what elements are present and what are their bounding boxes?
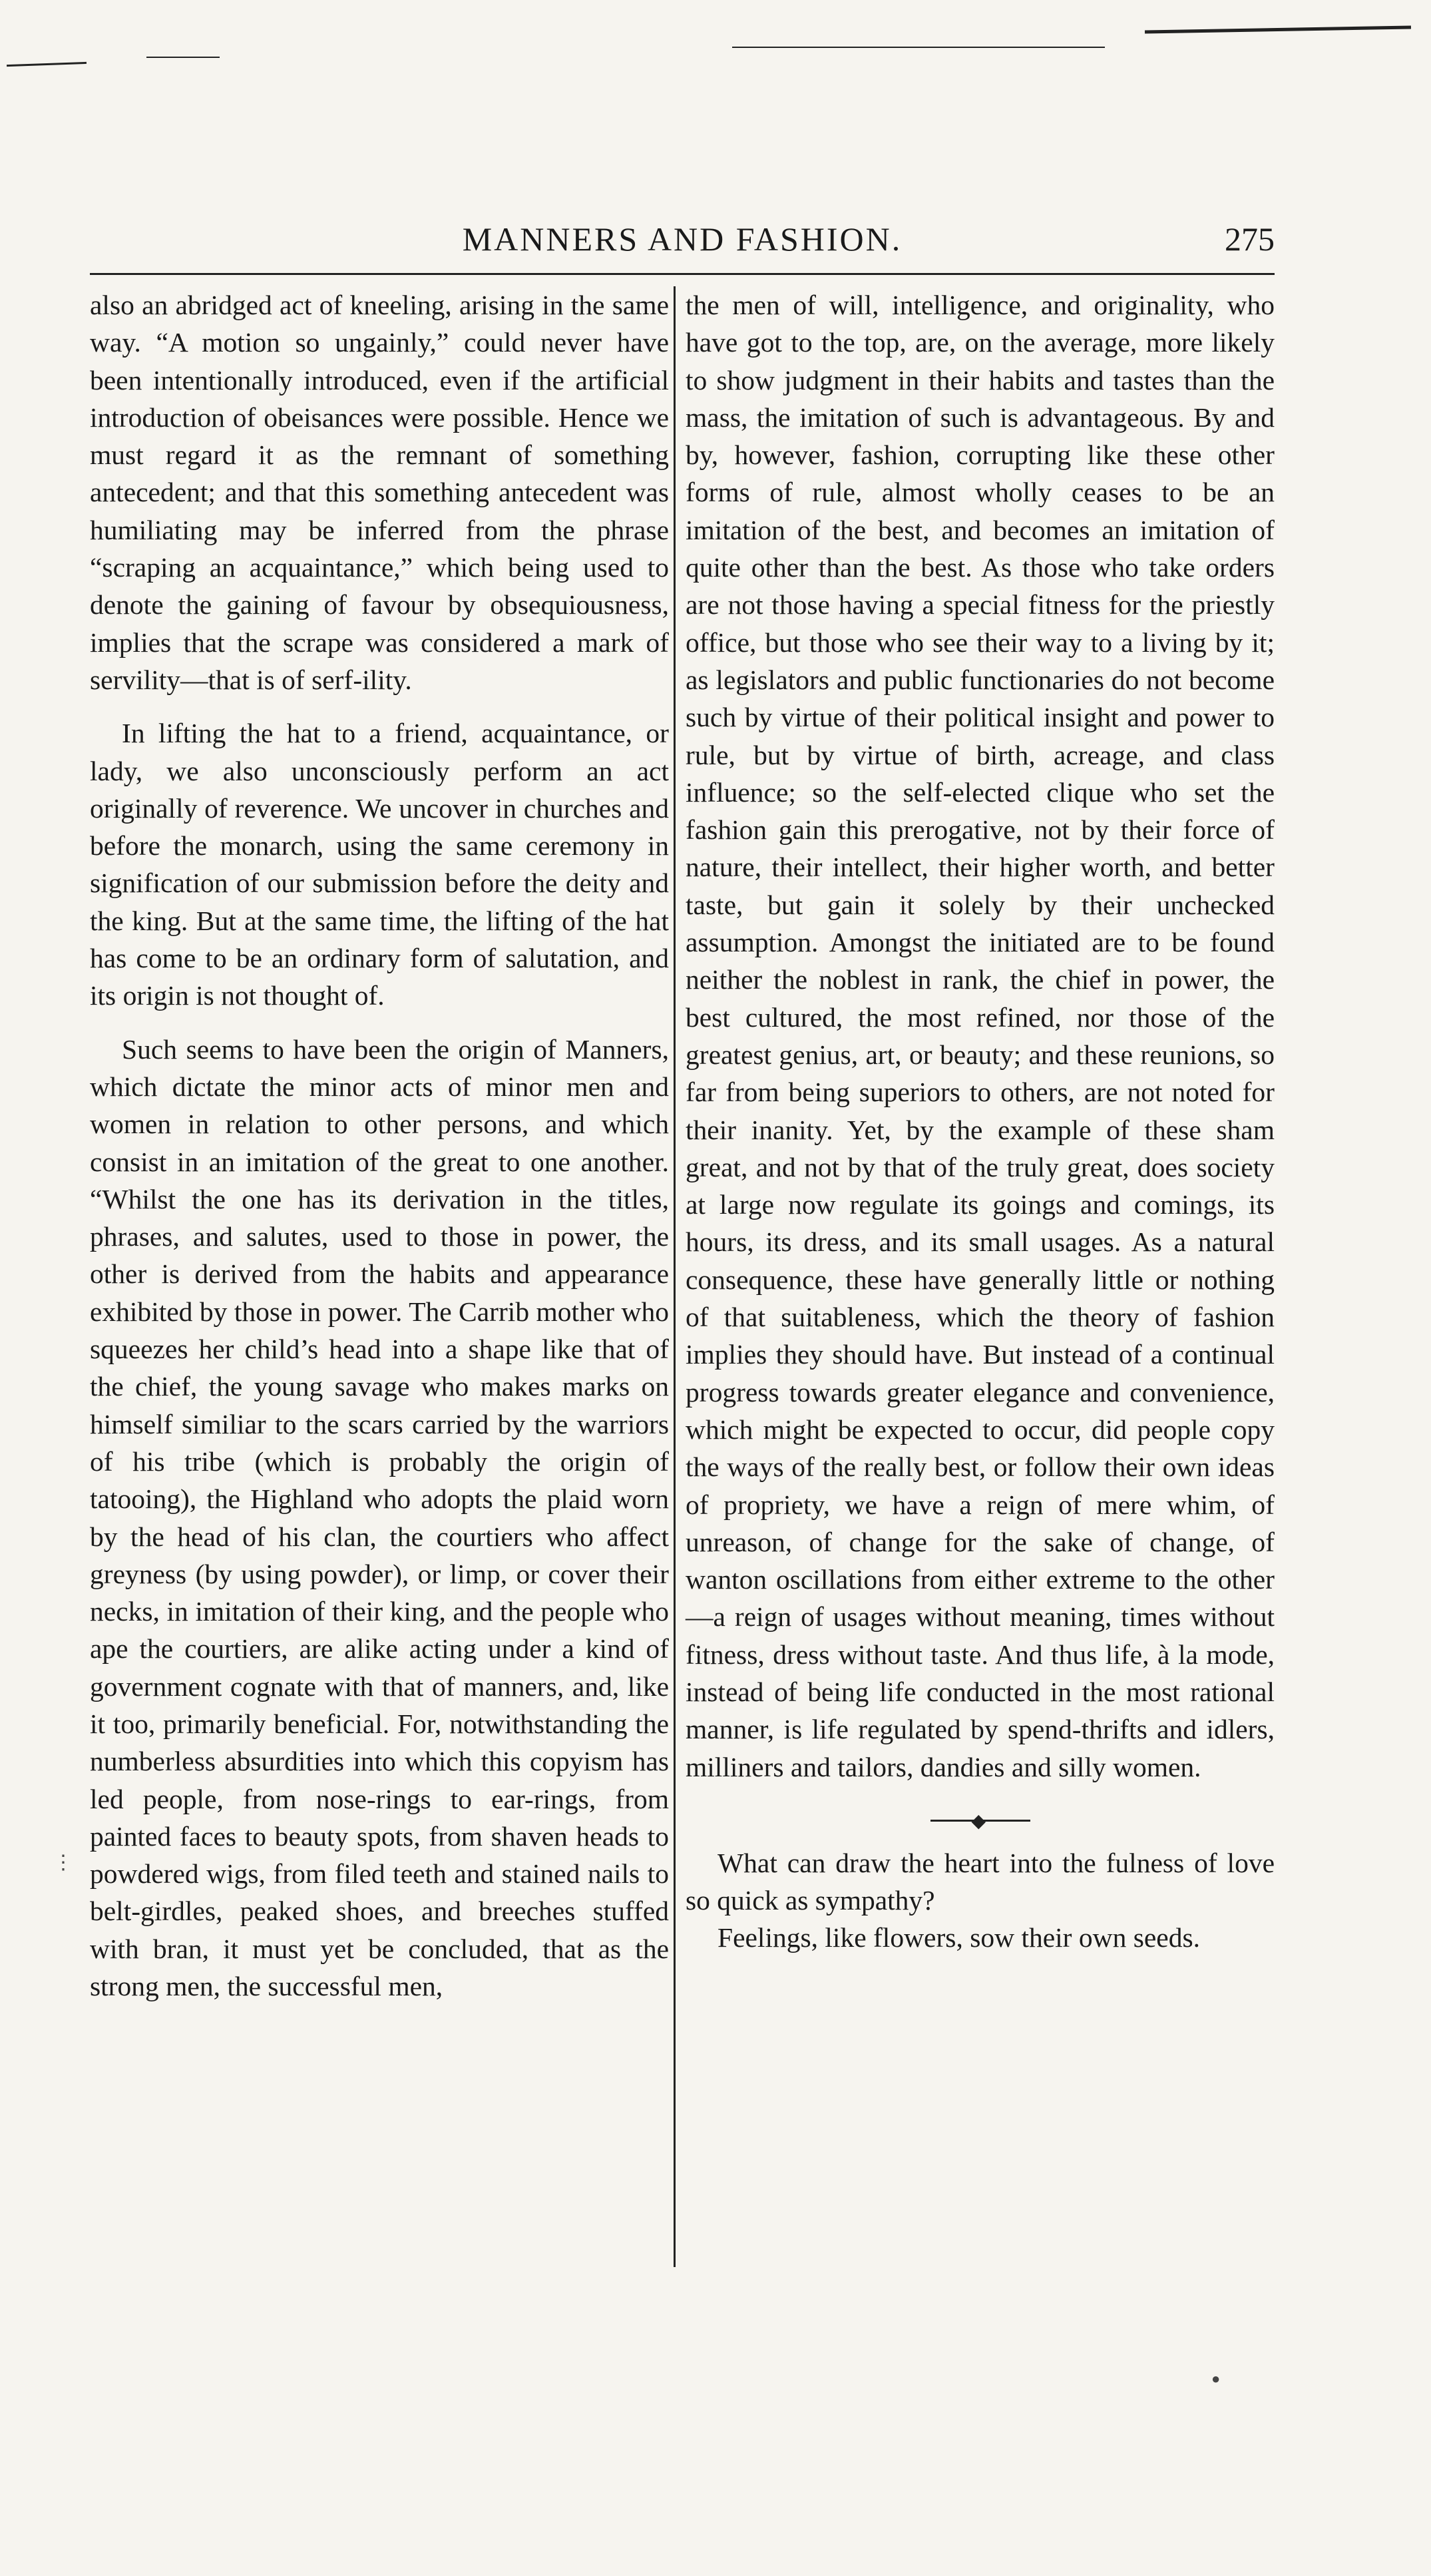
paragraph: In lifting the hat to a friend, acquaintance, or lady, we also unconsciously perform an act originally of reverence. We uncover in churches and before the monarch, using the same ceremony in signification of our submission before the deity and the king. But at the same time, the lifting of the hat has come to be an ordinary form of salutation, and its origin is not thought of. (90, 718, 669, 1011)
section-ornament (930, 1812, 1030, 1828)
left-column (90, 286, 669, 2005)
filler-question: What can draw the heart into the fulness of love so quick as sympathy? (686, 1847, 1275, 1916)
page-header (90, 220, 1275, 280)
scan-artifact-right-1 (732, 47, 1105, 48)
running-title: MANNERS AND FASHION. (462, 220, 903, 258)
column-divider (674, 286, 676, 2267)
paragraph: Such seems to have been the origin of Manners, which dictate the minor acts of minor men and women in relation to other persons, and which consist in an imitation of the great to one another. “Whilst the one has its derivation in the titles, phrases, and salutes, used to those in power, the other is derived from the habits and appearance exhibited by those in power. The Carrib mother who squeezes her child’s head into a shape like that of the chief, the young savage who makes marks on himself similiar to the scars carried by the warriors of his tribe (which is probably the origin of tatooing), the Highland who adopts the plaid worn by the head of his clan, the courtiers who affect greyness (by using powder), or limp, or cover their necks, in imitation of their king, and the people who ape the courtiers, are alike acting under a kind of government cognate with that of manners, and, like it too, primarily beneficial. For, notwithstanding the numberless absurdities into which this copyism has led people, from nose-rings to ear-rings, from painted faces to beauty spots, from shaven heads to powdered wigs, from filed teeth and stained nails to belt-girdles, peaked shoes, and breeches stuffed with bran, it must yet be concluded, that as the strong men, the successful men, (90, 1033, 669, 2002)
margin-specks: ⋮ (53, 1852, 73, 1874)
scan-artifact-left (7, 62, 87, 67)
scan-artifact-right-2 (1145, 26, 1411, 34)
bottom-speck: ● (1211, 2370, 1221, 2387)
paragraph: the men of will, intelligence, and originality, who have got to the top, are, on the average, more likely to show judgment in their habits and tastes than the mass, the imitation of such is advantageous. By and by, however, fashion, corrupting like these other forms of rule, almost wholly ceases to be an imitation of the best, and becomes an imitation of quite other than the best. As those who take orders are not those having a special fitness for the priestly office, but those who see their way to a living by it; as legislators and public functionaries do not become such by virtue of their political insight and power to rule, but by virtue of birth, acreage, and class influence; so the self-elected clique who set the fashion gain this prerogative, not by their force of nature, their intellect, their higher worth, and better taste, but gain it solely by their unchecked assumption. Amongst the initiated are to be found neither the noblest in rank, the chief in power, the best cultured, the most refined, nor those of the greatest genius, art, or beauty; and these reunions, so far from being superiors to others, are not noted for their inanity. Yet, by the example of these sham great, and not by that of the truly great, does society at large now regulate its goings and comings, its hours, its dress, and its small usages. As a natural consequence, these have generally little or nothing of that suitableness, which the theory of fashion implies they should have. But instead of a continual progress towards greater elegance and convenience, which might be expected to occur, did people copy the ways of the really best, or follow their own ideas of propriety, we have a reign of mere whim, of unreason, of change for the sake of change, of wanton oscillations from either extreme to the other—a reign of usages without meaning, times without fitness, dress without taste. And thus life, à la mode, instead of being life conducted in the most rational manner, is life regulated by spend-thrifts and idlers, milliners and tailors, dandies and silly women. (686, 290, 1275, 1782)
filler-answer: Feelings, like flowers, sow their own seeds. (717, 1922, 1200, 1953)
right-column (686, 286, 1275, 1957)
paragraph: also an abridged act of kneeling, arising in the same way. “A motion so ungainly,” could never have been intentionally introduced, even if the artificial introduction of obeisances were possible. Hence we must regard it as the remnant of something antecedent; and that this something antecedent was humiliating may be inferred from the phrase “scraping an acquaintance,” which being used to denote the gaining of favour by obsequiousness, implies that the scrape was considered a mark of servility—that is of serf-ility. (90, 290, 669, 695)
page-number: 275 (1225, 220, 1275, 258)
header-rule (90, 273, 1275, 275)
scan-artifact-mid (146, 57, 220, 58)
